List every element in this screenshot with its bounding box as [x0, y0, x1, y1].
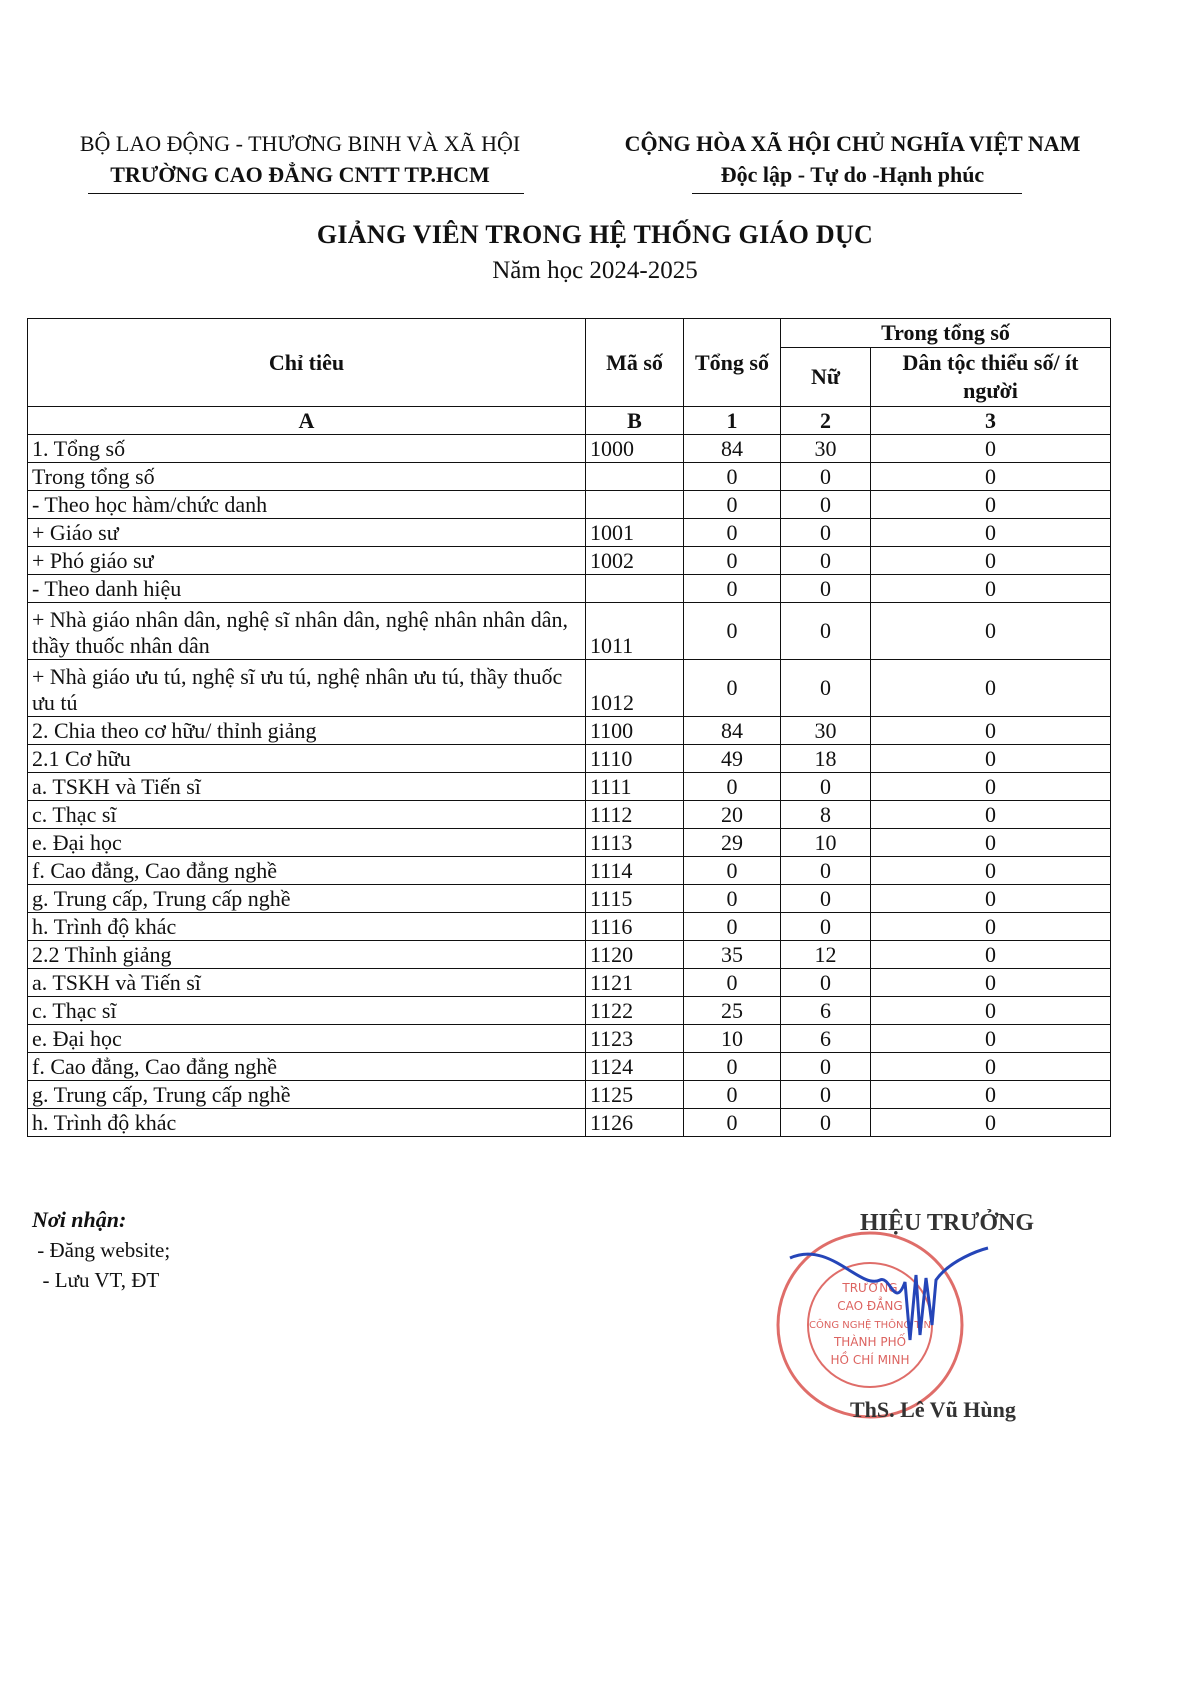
- letter-cell: 1: [684, 407, 781, 435]
- row-code-cell: 1100: [586, 717, 684, 745]
- letter-cell: 3: [871, 407, 1111, 435]
- row-code-cell: 1111: [586, 773, 684, 801]
- row-total-cell: 0: [684, 491, 781, 519]
- row-minority-cell: 0: [871, 997, 1111, 1025]
- row-total-cell: 84: [684, 717, 781, 745]
- row-code-cell: 1011: [586, 603, 684, 660]
- row-indicator-cell: e. Đại học: [28, 829, 586, 857]
- table-body: [28, 407, 1111, 1137]
- row-female-cell: 8: [781, 801, 871, 829]
- table-row: [28, 717, 1111, 745]
- row-minority-cell: 0: [871, 603, 1111, 660]
- table-row: [28, 997, 1111, 1025]
- row-code-cell: 1114: [586, 857, 684, 885]
- row-total-cell: 0: [684, 547, 781, 575]
- row-female-cell: 0: [781, 660, 871, 717]
- row-indicator-cell: - Theo học hàm/chức danh: [28, 491, 586, 519]
- table-row: [28, 491, 1111, 519]
- row-indicator-cell: g. Trung cấp, Trung cấp nghề: [28, 885, 586, 913]
- row-total-cell: 0: [684, 1109, 781, 1137]
- row-minority-cell: 0: [871, 969, 1111, 997]
- row-female-cell: 0: [781, 885, 871, 913]
- row-code-cell: 1000: [586, 435, 684, 463]
- col-header-code: Mã số: [586, 319, 684, 407]
- row-indicator-cell: a. TSKH và Tiến sĩ: [28, 969, 586, 997]
- row-total-cell: 0: [684, 885, 781, 913]
- row-minority-cell: 0: [871, 1025, 1111, 1053]
- row-indicator-cell: 2.2 Thỉnh giảng: [28, 941, 586, 969]
- row-indicator-cell: + Nhà giáo ưu tú, nghệ sĩ ưu tú, nghệ nhân ưu tú, thầy thuốc ưu tú: [28, 660, 586, 717]
- table-row: [28, 801, 1111, 829]
- signer-name: ThS. Lê Vũ Hùng: [850, 1397, 1016, 1422]
- row-female-cell: 6: [781, 1025, 871, 1053]
- row-minority-cell: 0: [871, 463, 1111, 491]
- row-female-cell: 18: [781, 745, 871, 773]
- row-female-cell: 0: [781, 857, 871, 885]
- document-title: GIẢNG VIÊN TRONG HỆ THỐNG GIÁO DỤC: [316, 220, 874, 249]
- national-motto: Độc lập - Tự do -Hạnh phúc: [720, 162, 985, 187]
- row-indicator-cell: 2.1 Cơ hữu: [28, 745, 586, 773]
- row-indicator-cell: e. Đại học: [28, 1025, 586, 1053]
- row-code-cell: 1012: [586, 660, 684, 717]
- row-code-cell: 1124: [586, 1053, 684, 1081]
- row-indicator-cell: c. Thạc sĩ: [28, 801, 586, 829]
- col-header-indicator: Chỉ tiêu: [28, 319, 586, 407]
- row-minority-cell: 0: [871, 575, 1111, 603]
- row-code-cell: 1121: [586, 969, 684, 997]
- column-letter-row: [28, 407, 1111, 435]
- row-female-cell: 0: [781, 463, 871, 491]
- row-code-cell: 1126: [586, 1109, 684, 1137]
- row-minority-cell: 0: [871, 491, 1111, 519]
- table-row: [28, 463, 1111, 491]
- row-total-cell: 0: [684, 575, 781, 603]
- header-right: [590, 128, 1115, 190]
- row-minority-cell: 0: [871, 773, 1111, 801]
- col-header-minority: Dân tộc thiểu số/ ít người: [871, 348, 1111, 407]
- row-minority-cell: 0: [871, 660, 1111, 717]
- row-minority-cell: 0: [871, 717, 1111, 745]
- row-minority-cell: 0: [871, 435, 1111, 463]
- row-code-cell: 1122: [586, 997, 684, 1025]
- row-minority-cell: 0: [871, 1109, 1111, 1137]
- row-female-cell: 0: [781, 969, 871, 997]
- row-total-cell: 0: [684, 1081, 781, 1109]
- seal-text-line: CAO ĐẲNG: [837, 1299, 903, 1313]
- table-row: [28, 575, 1111, 603]
- school-name: TRƯỜNG CAO ĐẲNG CNTT TP.HCM: [110, 162, 490, 187]
- row-indicator-cell: a. TSKH và Tiến sĩ: [28, 773, 586, 801]
- row-code-cell: 1110: [586, 745, 684, 773]
- table-row: [28, 435, 1111, 463]
- seal-text-line: HỒ CHÍ MINH: [830, 1353, 910, 1367]
- table-row: [28, 913, 1111, 941]
- signer-title: HIỆU TRƯỞNG: [860, 1210, 1035, 1236]
- republic-name: CỘNG HÒA XÃ HỘI CHỦ NGHĨA VIỆT NAM: [624, 131, 1081, 156]
- row-minority-cell: 0: [871, 547, 1111, 575]
- row-total-cell: 25: [684, 997, 781, 1025]
- row-code-cell: 1116: [586, 913, 684, 941]
- row-female-cell: 0: [781, 575, 871, 603]
- letter-cell: 2: [781, 407, 871, 435]
- row-total-cell: 20: [684, 801, 781, 829]
- col-header-group: Trong tổng số: [781, 319, 1111, 348]
- row-indicator-cell: + Giáo sư: [28, 519, 586, 547]
- row-indicator-cell: h. Trình độ khác: [28, 1109, 586, 1137]
- row-female-cell: 0: [781, 491, 871, 519]
- row-female-cell: 6: [781, 997, 871, 1025]
- letter-cell: A: [28, 407, 586, 435]
- table-row: [28, 857, 1111, 885]
- row-female-cell: 0: [781, 773, 871, 801]
- row-code-cell: 1120: [586, 941, 684, 969]
- row-indicator-cell: f. Cao đẳng, Cao đẳng nghề: [28, 1053, 586, 1081]
- row-indicator-cell: g. Trung cấp, Trung cấp nghề: [28, 1081, 586, 1109]
- row-indicator-cell: - Theo danh hiệu: [28, 575, 586, 603]
- row-total-cell: 0: [684, 857, 781, 885]
- row-total-cell: 29: [684, 829, 781, 857]
- table-row: [28, 829, 1111, 857]
- col-header-total: Tổng số: [684, 319, 781, 407]
- row-total-cell: 0: [684, 463, 781, 491]
- table-row: [28, 1025, 1111, 1053]
- table-row: [28, 745, 1111, 773]
- row-total-cell: 35: [684, 941, 781, 969]
- recipients-block: [32, 1205, 170, 1295]
- row-indicator-cell: f. Cao đẳng, Cao đẳng nghề: [28, 857, 586, 885]
- table-row: [28, 603, 1111, 660]
- row-indicator-cell: + Phó giáo sư: [28, 547, 586, 575]
- row-total-cell: 0: [684, 913, 781, 941]
- row-code-cell: [586, 463, 684, 491]
- row-female-cell: 30: [781, 435, 871, 463]
- row-female-cell: 0: [781, 1109, 871, 1137]
- row-indicator-cell: 1. Tổng số: [28, 435, 586, 463]
- row-minority-cell: 0: [871, 745, 1111, 773]
- row-female-cell: 10: [781, 829, 871, 857]
- seal-text-line: THÀNH PHỐ: [833, 1335, 907, 1349]
- table-row: [28, 773, 1111, 801]
- col-header-female: Nữ: [781, 348, 871, 407]
- row-code-cell: [586, 575, 684, 603]
- row-female-cell: 12: [781, 941, 871, 969]
- row-code-cell: 1123: [586, 1025, 684, 1053]
- table-row: [28, 969, 1111, 997]
- recipient-item: - Đăng website;: [32, 1238, 171, 1262]
- row-minority-cell: 0: [871, 1081, 1111, 1109]
- row-code-cell: 1002: [586, 547, 684, 575]
- row-minority-cell: 0: [871, 913, 1111, 941]
- row-indicator-cell: h. Trình độ khác: [28, 913, 586, 941]
- row-minority-cell: 0: [871, 829, 1111, 857]
- row-total-cell: 0: [684, 773, 781, 801]
- row-minority-cell: 0: [871, 885, 1111, 913]
- academic-year: Năm học 2024-2025: [492, 257, 698, 284]
- row-minority-cell: 0: [871, 801, 1111, 829]
- row-indicator-cell: c. Thạc sĩ: [28, 997, 586, 1025]
- row-female-cell: 0: [781, 1081, 871, 1109]
- row-female-cell: 30: [781, 717, 871, 745]
- table-row: [28, 547, 1111, 575]
- row-total-cell: 10: [684, 1025, 781, 1053]
- row-minority-cell: 0: [871, 857, 1111, 885]
- header-right-underline: [692, 193, 1022, 194]
- table-row: [28, 941, 1111, 969]
- row-female-cell: 0: [781, 603, 871, 660]
- row-total-cell: 84: [684, 435, 781, 463]
- seal-text-line: CÔNG NGHỆ THÔNG TIN: [809, 1320, 931, 1331]
- letter-cell: B: [586, 407, 684, 435]
- row-code-cell: 1125: [586, 1081, 684, 1109]
- table-row: [28, 1109, 1111, 1137]
- header-left-underline: [88, 193, 524, 194]
- recipients-label: Nơi nhận:: [32, 1207, 127, 1232]
- row-code-cell: [586, 491, 684, 519]
- row-female-cell: 0: [781, 913, 871, 941]
- table-row: [28, 1053, 1111, 1081]
- row-female-cell: 0: [781, 1053, 871, 1081]
- row-total-cell: 49: [684, 745, 781, 773]
- row-total-cell: 0: [684, 969, 781, 997]
- row-indicator-cell: 2. Chia theo cơ hữu/ thỉnh giảng: [28, 717, 586, 745]
- row-code-cell: 1112: [586, 801, 684, 829]
- table-row: [28, 1081, 1111, 1109]
- row-female-cell: 0: [781, 519, 871, 547]
- row-minority-cell: 0: [871, 941, 1111, 969]
- table-row: [28, 660, 1111, 717]
- row-minority-cell: 0: [871, 519, 1111, 547]
- row-minority-cell: 0: [871, 1053, 1111, 1081]
- row-code-cell: 1113: [586, 829, 684, 857]
- row-indicator-cell: + Nhà giáo nhân dân, nghệ sĩ nhân dân, nghệ nhân nhân dân, thầy thuốc nhân dân: [28, 603, 586, 660]
- official-seal-stamp: [770, 1220, 990, 1420]
- table-row: [28, 885, 1111, 913]
- row-total-cell: 0: [684, 519, 781, 547]
- row-total-cell: 0: [684, 660, 781, 717]
- recipient-item: - Lưu VT, ĐT: [32, 1268, 160, 1292]
- row-code-cell: 1115: [586, 885, 684, 913]
- row-female-cell: 0: [781, 547, 871, 575]
- header-left: [60, 128, 540, 190]
- table-row: [28, 519, 1111, 547]
- row-total-cell: 0: [684, 1053, 781, 1081]
- row-total-cell: 0: [684, 603, 781, 660]
- row-indicator-cell: Trong tổng số: [28, 463, 586, 491]
- seal-text-line: TRƯỜNG: [842, 1281, 898, 1295]
- lecturer-table: [27, 318, 1111, 1137]
- row-code-cell: 1001: [586, 519, 684, 547]
- ministry-name: BỘ LAO ĐỘNG - THƯƠNG BINH VÀ XÃ HỘI: [79, 131, 521, 156]
